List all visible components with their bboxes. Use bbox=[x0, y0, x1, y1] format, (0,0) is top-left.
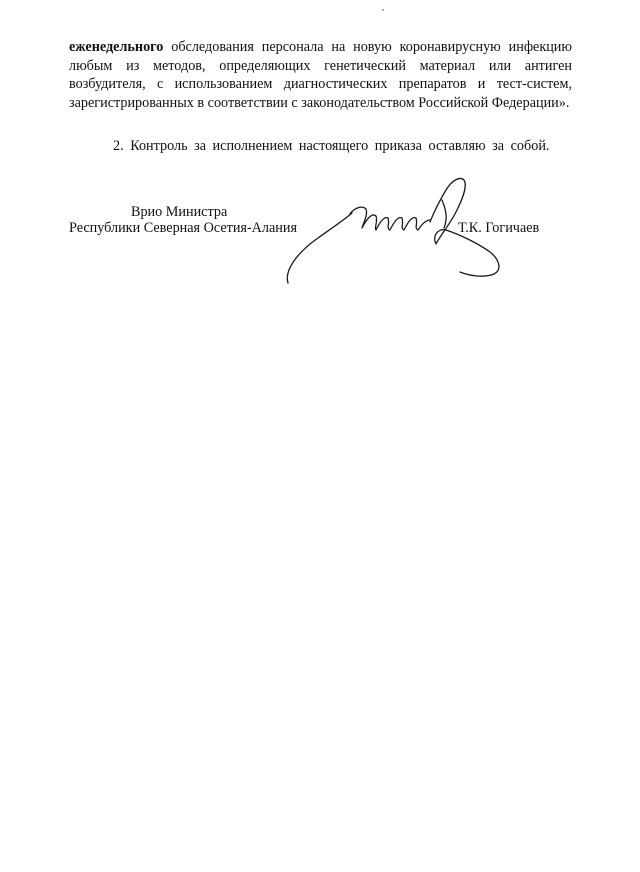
paragraph-1-bold-lead: еженедельного bbox=[69, 39, 164, 55]
paragraph-2: 2. Контроль за исполнением настоящего приказа оставляю за собой. bbox=[113, 138, 550, 154]
signer-name: Т.К. Гогичаев bbox=[458, 220, 540, 236]
paragraph-1-text: обследования персонала на новую коронавирусную инфекцию любым из методов, определяющих генетический материал или антиген возбудителя, с использованием диагностических препаратов и тест-систем, зарегистрированных в соответствии с законодательством Российской Федерации». bbox=[69, 39, 572, 111]
signatory-organization: Республики Северная Осетия-Алания bbox=[69, 220, 298, 236]
scan-speck bbox=[382, 9, 384, 11]
paragraph-1 bbox=[69, 38, 572, 112]
signatory-position: Врио Министра bbox=[131, 204, 228, 220]
